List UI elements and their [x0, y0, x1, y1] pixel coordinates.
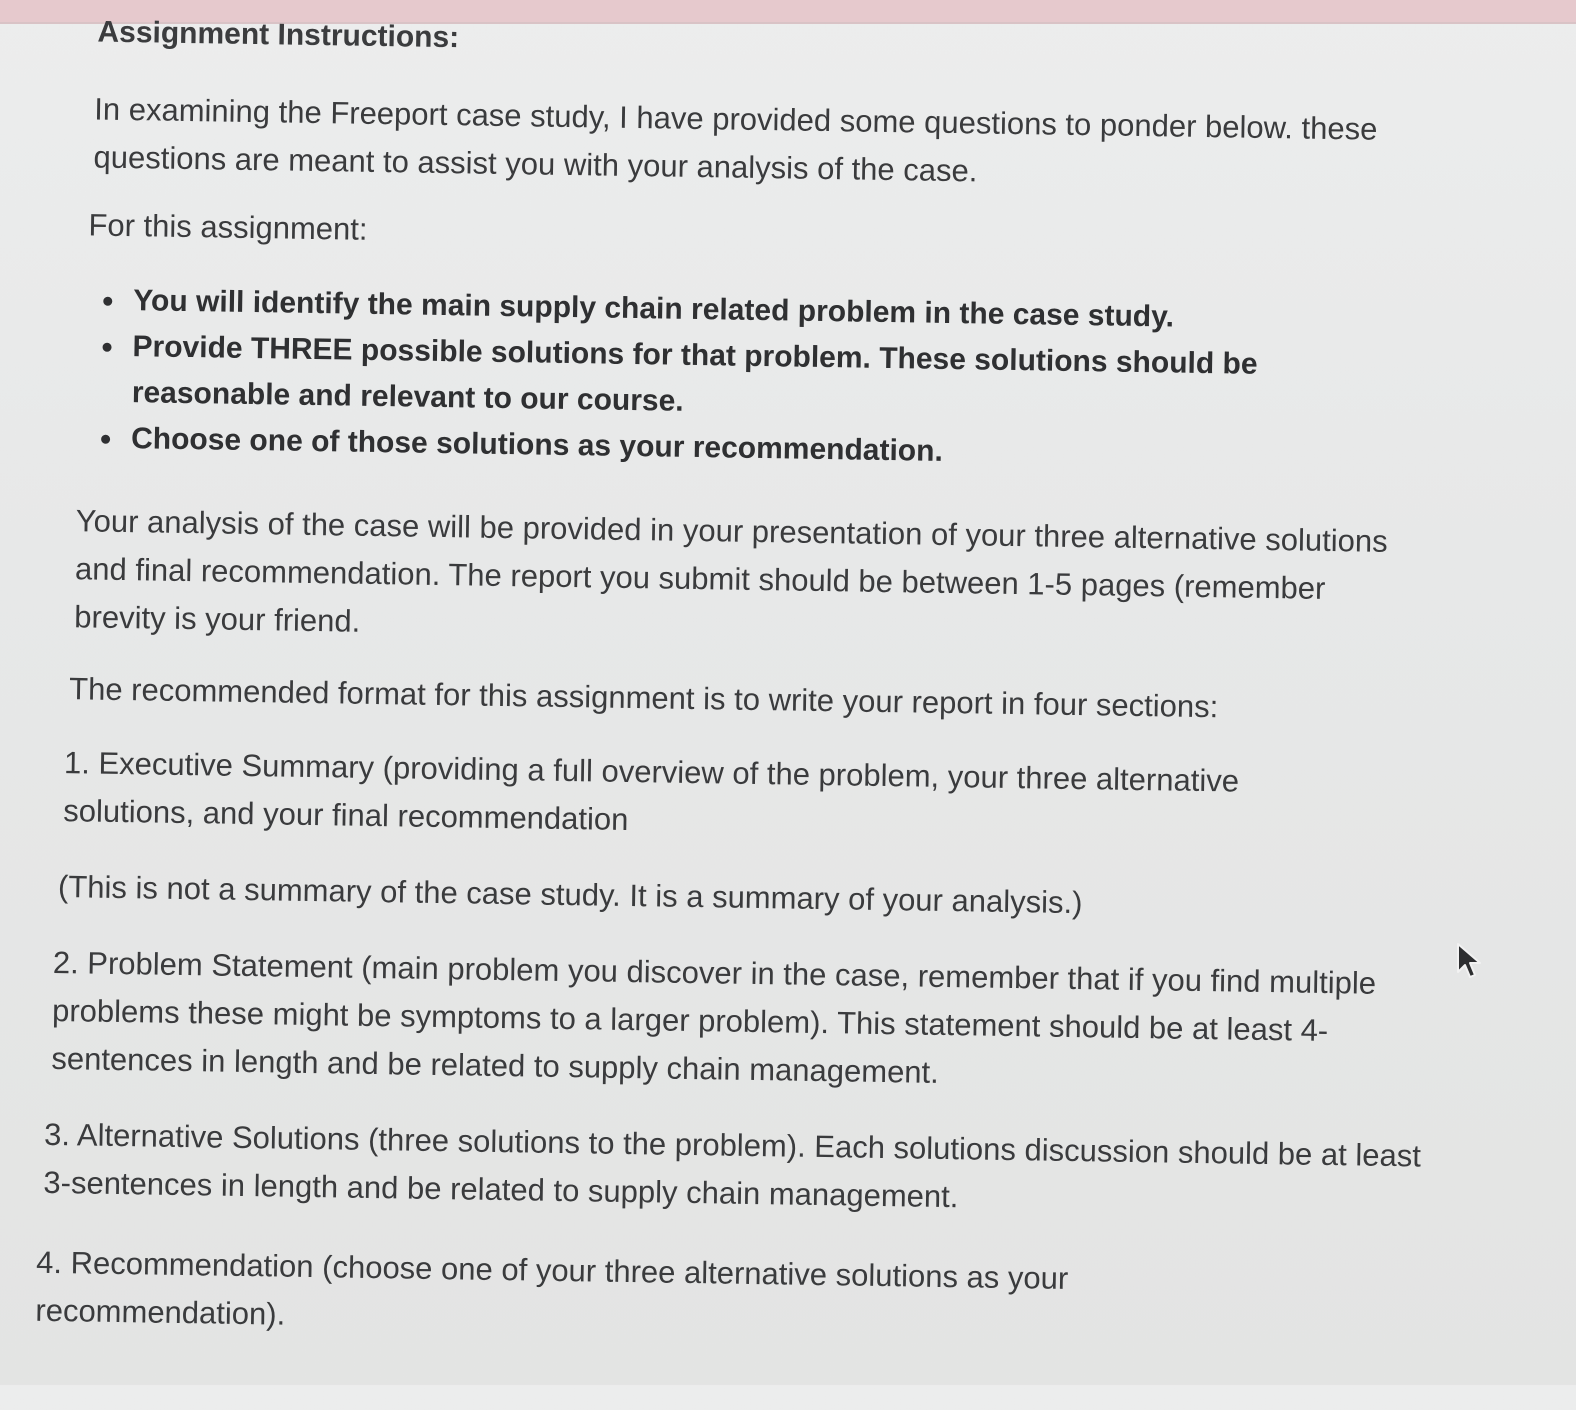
- summary-note: (This is not a summary of the case study. It is a summary of your analysis.): [57, 869, 1083, 921]
- mouse-pointer-icon: [1456, 942, 1482, 980]
- bullet-text: Provide THREE possible solutions for that problem. These solutions should be reasonable and relevant to our course.: [131, 330, 1258, 418]
- section-executive-summary: 1. Executive Summary (providing a full overview of the problem, your three alternative solutions, and your final recommendation: [63, 745, 1240, 837]
- analysis-paragraph: Your analysis of the case will be provided in your presentation of your three alternative solutions and final recommendation. The report you submit should be between 1-5 pages (remember brevity is your friend.: [74, 503, 1388, 639]
- format-intro-paragraph: The recommended format for this assignment is to write your report in four sections:: [68, 671, 1219, 725]
- assignment-bullet-list: [101, 278, 1364, 482]
- for-this-assignment-label: For this assignment:: [88, 207, 368, 247]
- bullet-dot-icon: [102, 343, 111, 352]
- intro-paragraph: In examining the Freeport case study, I have provided some questions to ponder below. these questions are meant to assist you with your analysis of the case.: [93, 91, 1378, 189]
- section-recommendation: 4. Recommendation (choose one of your three alternative solutions as your recommendation).: [35, 1244, 1069, 1332]
- page-title: Assignment Instructions:: [97, 15, 460, 55]
- section-problem-statement: 2. Problem Statement (main problem you discover in the case, remember that if you find multiple problems these might be symptoms to a larger problem). This statement should be at least 4-sentences in length and be related to supply chain management.: [51, 944, 1377, 1090]
- bullet-text: Choose one of those solutions as your recommendation.: [130, 422, 944, 468]
- bullet-dot-icon: [101, 435, 110, 444]
- section-alternative-solutions: 3. Alternative Solutions (three solutions to the problem). Each solutions discussion should be at least 3-sentences in length and be related to supply chain management.: [43, 1116, 1422, 1215]
- bullet-text: You will identify the main supply chain related problem in the case study.: [133, 284, 1175, 334]
- bullet-dot-icon: [103, 297, 112, 306]
